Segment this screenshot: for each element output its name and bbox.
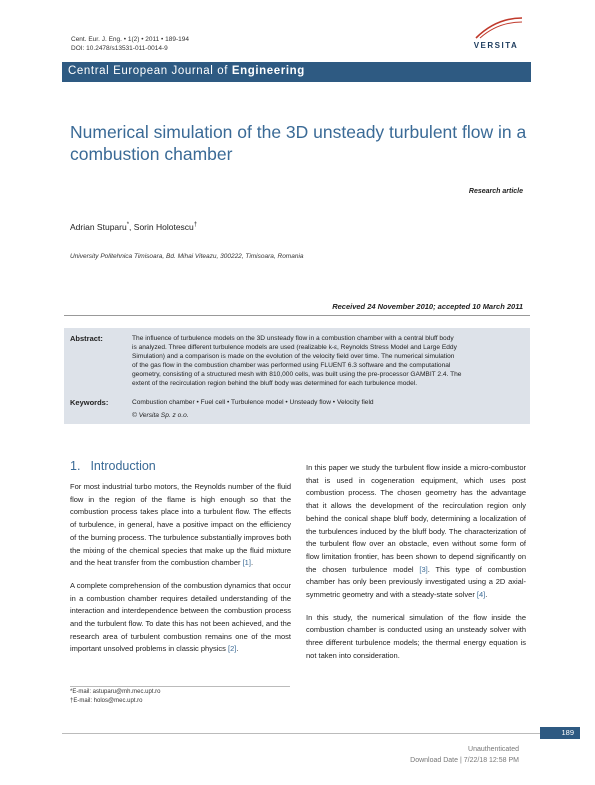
abstract-box [64,328,530,424]
abstract-line: of the gas flow in the combustion chamber was performed using FLUENT 6.3 software and the computational [132,362,451,369]
paragraph-end: . [485,590,488,600]
abstract-line: geometry, consisting of a structured mesh with 810,000 cells, was built using the pre-processor GAMBIT 2.4. The [132,371,462,378]
doi: DOI: 10.2478/s13531-011-0014-9 [71,45,168,52]
authors [70,222,197,232]
paragraph: In this study, the numerical simulation of the flow inside the combustion chamber is conducted using an unsteady solver with three different turbulence models; the thermal energy equation is not taken into consideration. [306,612,526,660]
footnote-divider [70,686,290,687]
abstract-line: is analyzed. Three different turbulence models are used (realizable k-ε, Reynolds Stress Model and Large Eddy [132,344,457,351]
paragraph-text: In this paper we study the turbulent flow inside a micro-combustor that is used in cogeneration equipment, which uses post combustion process. The chosen geometry has the advantage that it allows the development of the recirculation region only behind the conical shape bluff body, determining a localization of the turbulences induced by the bluff body. The characterization of the turbulent flow over an obstacle, even without some form of flow limitation frontier, has been shown to depend significantly on the chosen turbulence model [306,463,526,574]
journal-bold: Engineering [231,65,305,77]
article-title: Numerical simulation of the 3D unsteady turbulent flow in a combustion chamber [70,122,527,164]
paragraph [306,462,526,602]
abstract-text [132,334,526,388]
received-date: Received 24 November 2010; accepted 10 March 2011 [332,302,523,311]
footer-divider [62,733,540,734]
citation-link[interactable]: [4] [476,590,486,600]
header-meta [71,35,189,53]
column-right [306,462,526,673]
journal-prefix: Central European Journal of [68,65,232,77]
citation-link[interactable]: [1] [242,558,251,568]
affiliation: University Politehnica Timisoara, Bd. Mihai Viteazu, 300222, Timisoara, Romania [70,253,304,260]
keywords: Combustion chamber • Fuel cell • Turbulence model • Unsteady flow • Velocity field [132,399,374,406]
paragraph [70,481,291,570]
paragraph-text: A complete comprehension of the combustion dynamics that occur in a combustion chamber requires detailed understanding of the interaction and interdependence between the combustion process and the turbulent flow. To date this has not been achieved, and the research area of turbulent combustion remains one of the most important unsolved problems in classic physics [70,580,291,654]
author-2-mark: † [193,222,198,229]
citation: Cent. Eur. J. Eng. • 1(2) • 2011 • 189-194 [71,36,189,43]
section-heading [70,459,156,473]
versita-swoosh-icon [466,16,526,40]
journal-banner [62,62,531,82]
page-number-box [540,727,580,739]
download-stamp [410,744,519,766]
page-number: 189 [561,728,574,737]
abstract-line: Simulation) and a comparison is made on the evolution of the velocity field over time. The numerical simulation [132,353,455,360]
article-type: Research article [468,188,523,195]
paragraph-text: . This type of combustion chamber has only been previously investigated using a 2D axial-symmetric geometry and with a steady-state solver [306,564,526,600]
author-2: Sorin Holotescu [133,222,194,232]
column-left [70,481,291,666]
unauthenticated-label: Unauthenticated [468,746,519,753]
abstract-label: Abstract: [70,334,103,343]
footnote-2: †E-mail: holos@mec.upt.ro [70,698,143,704]
divider [64,315,530,316]
versita-logo [466,16,526,50]
keywords-label: Keywords: [70,398,109,407]
copyright: © Versita Sp. z o.o. [132,412,189,419]
author-separator: , [129,222,134,232]
paragraph [70,580,291,656]
footnotes [70,688,160,706]
footnote-1: *E-mail: astuparu@mh.mec.upt.ro [70,689,161,695]
citation-link[interactable]: [3] [419,564,428,574]
author-1: Adrian Stuparu [70,222,127,232]
download-date: Download Date | 7/22/18 12:58 PM [410,757,519,764]
section-number: 1. [70,459,81,473]
logo-text: VERSITA [473,41,519,50]
abstract-line: extent of the recirculation region behind the bluff body was determined for each turbulence model. [132,380,418,387]
citation-link[interactable]: [2] [227,644,237,654]
abstract-line: The influence of turbulence models on the 3D unsteady flow in a combustion chamber with a central bluff body [132,335,454,342]
paragraph-text: For most industrial turbo motors, the Reynolds number of the fluid flow in the region of the flame is high enough so that the combustion process takes place into a turbulent flow. The effects of turbulence, in general, have a positive impact on the efficiency of the burning process. The turbulence substantially improves both the mixing of the chemical species that make up the fluid mixture and the heat transfer from the combustion chamber [70,482,291,568]
author-1-mark: * [126,222,130,229]
section-title: Introduction [90,459,156,473]
paragraph-end: . [250,558,254,568]
paragraph-end: . [236,644,239,654]
